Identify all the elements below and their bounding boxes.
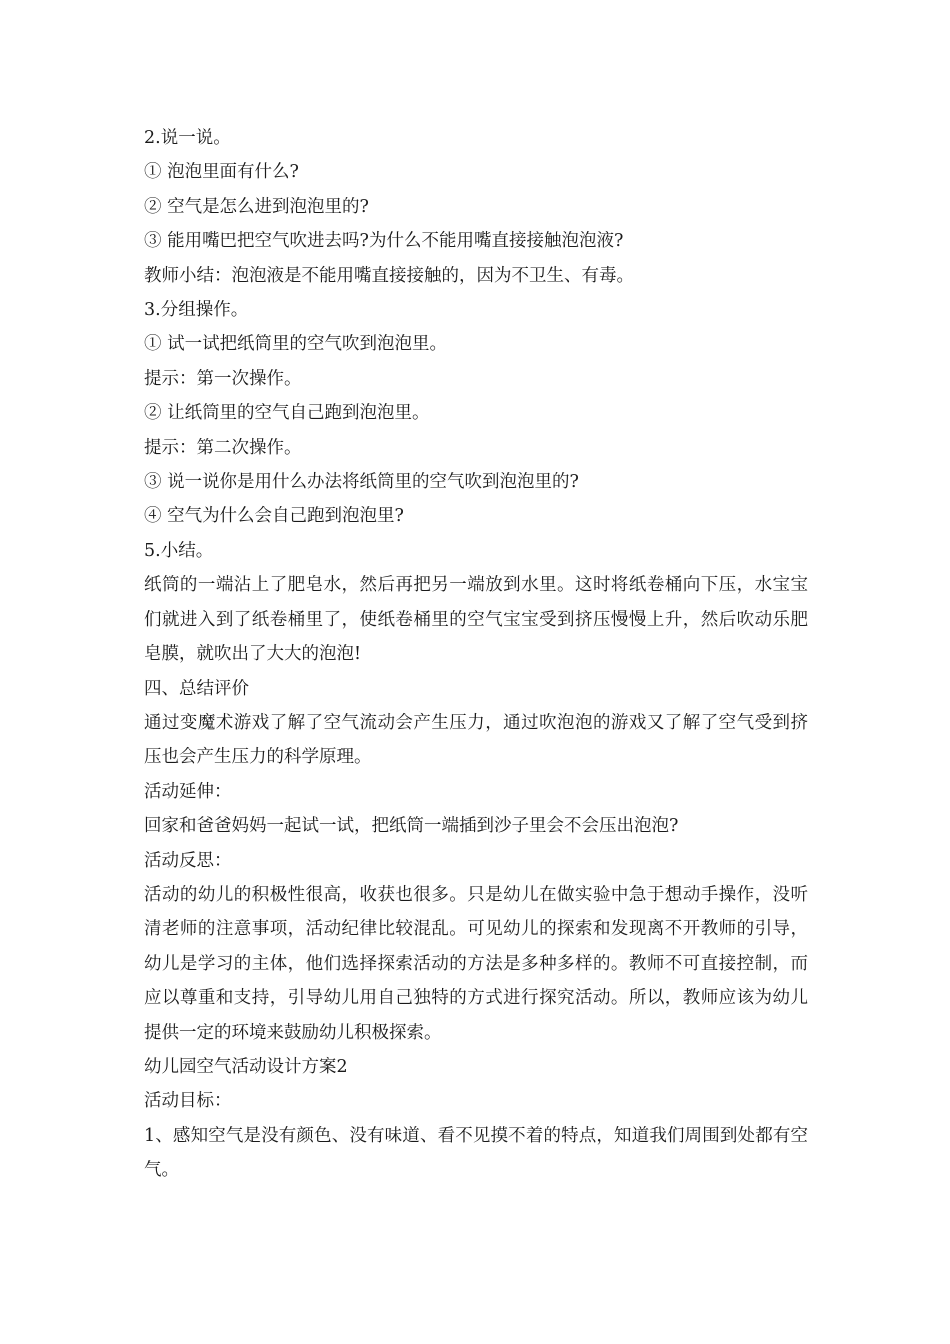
operation-item: ① 试一试把纸筒里的空气吹到泡泡里。 [144, 334, 448, 355]
extension-paragraph: 回家和爸爸妈妈一起试一试，把纸筒一端插到沙子里会不会压出泡泡? [144, 816, 679, 837]
document-page [144, 121, 808, 1188]
operation-item: ④ 空气为什么会自己跑到泡泡里? [144, 506, 404, 527]
section-heading-discuss: 2.说一说。 [144, 128, 231, 148]
section-heading-evaluation: 四、总结评价 [144, 678, 249, 699]
summary-paragraph: 纸筒的一端沾上了肥皂水，然后再把另一端放到水里。这时将纸卷桶向下压，水宝宝们就进入到了纸卷桶里了，使纸卷桶里的空气宝宝受到挤压慢慢上升，然后吹动乐肥皂膜，就吹出了大大的泡泡! [144, 575, 808, 665]
objective-item: 1、感知空气是没有颜色、没有味道、看不见摸不着的特点，知道我们周围到处都有空气。 [144, 1125, 808, 1181]
hint-text: 提示：第二次操作。 [144, 437, 302, 458]
section-heading-summary: 5.小结。 [144, 540, 214, 561]
section-heading-group-operation: 3.分组操作。 [144, 300, 249, 321]
operation-item: ② 让纸筒里的空气自己跑到泡泡里。 [144, 403, 430, 424]
section-heading-reflection: 活动反思： [144, 850, 232, 871]
reflection-paragraph: 活动的幼儿的积极性很高，收获也很多。只是幼儿在做实验中急于想动手操作，没听清老师的注意事项，活动纪律比较混乱。可见幼儿的探索和发现离不开教师的引导，幼儿是学习的主体，他们选择探索活动的方法是多种多样的。教师不可直接控制，而应以尊重和支持，引导幼儿用自己独特的方式进行探究活动。所以，教师应该为幼儿提供一定的环境来鼓励幼儿积极探索。 [144, 884, 808, 1043]
question-item: ② 空气是怎么进到泡泡里的? [144, 196, 369, 217]
section-heading-extension: 活动延伸： [144, 781, 232, 802]
operation-item: ③ 说一说你是用什么办法将纸筒里的空气吹到泡泡里的? [144, 472, 579, 493]
evaluation-paragraph: 通过变魔术游戏了解了空气流动会产生压力，通过吹泡泡的游戏又了解了空气受到挤压也会产生压力的科学原理。 [144, 712, 808, 768]
plan-title: 幼儿园空气活动设计方案2 [144, 1056, 348, 1077]
hint-text: 提示：第一次操作。 [144, 368, 302, 389]
question-item: ① 泡泡里面有什么? [144, 162, 299, 183]
question-item: ③ 能用嘴巴把空气吹进去吗?为什么不能用嘴直接接触泡泡液? [144, 231, 624, 252]
section-heading-objectives: 活动目标： [144, 1091, 232, 1112]
teacher-summary: 教师小结：泡泡液是不能用嘴直接接触的，因为不卫生、有毒。 [144, 265, 634, 286]
